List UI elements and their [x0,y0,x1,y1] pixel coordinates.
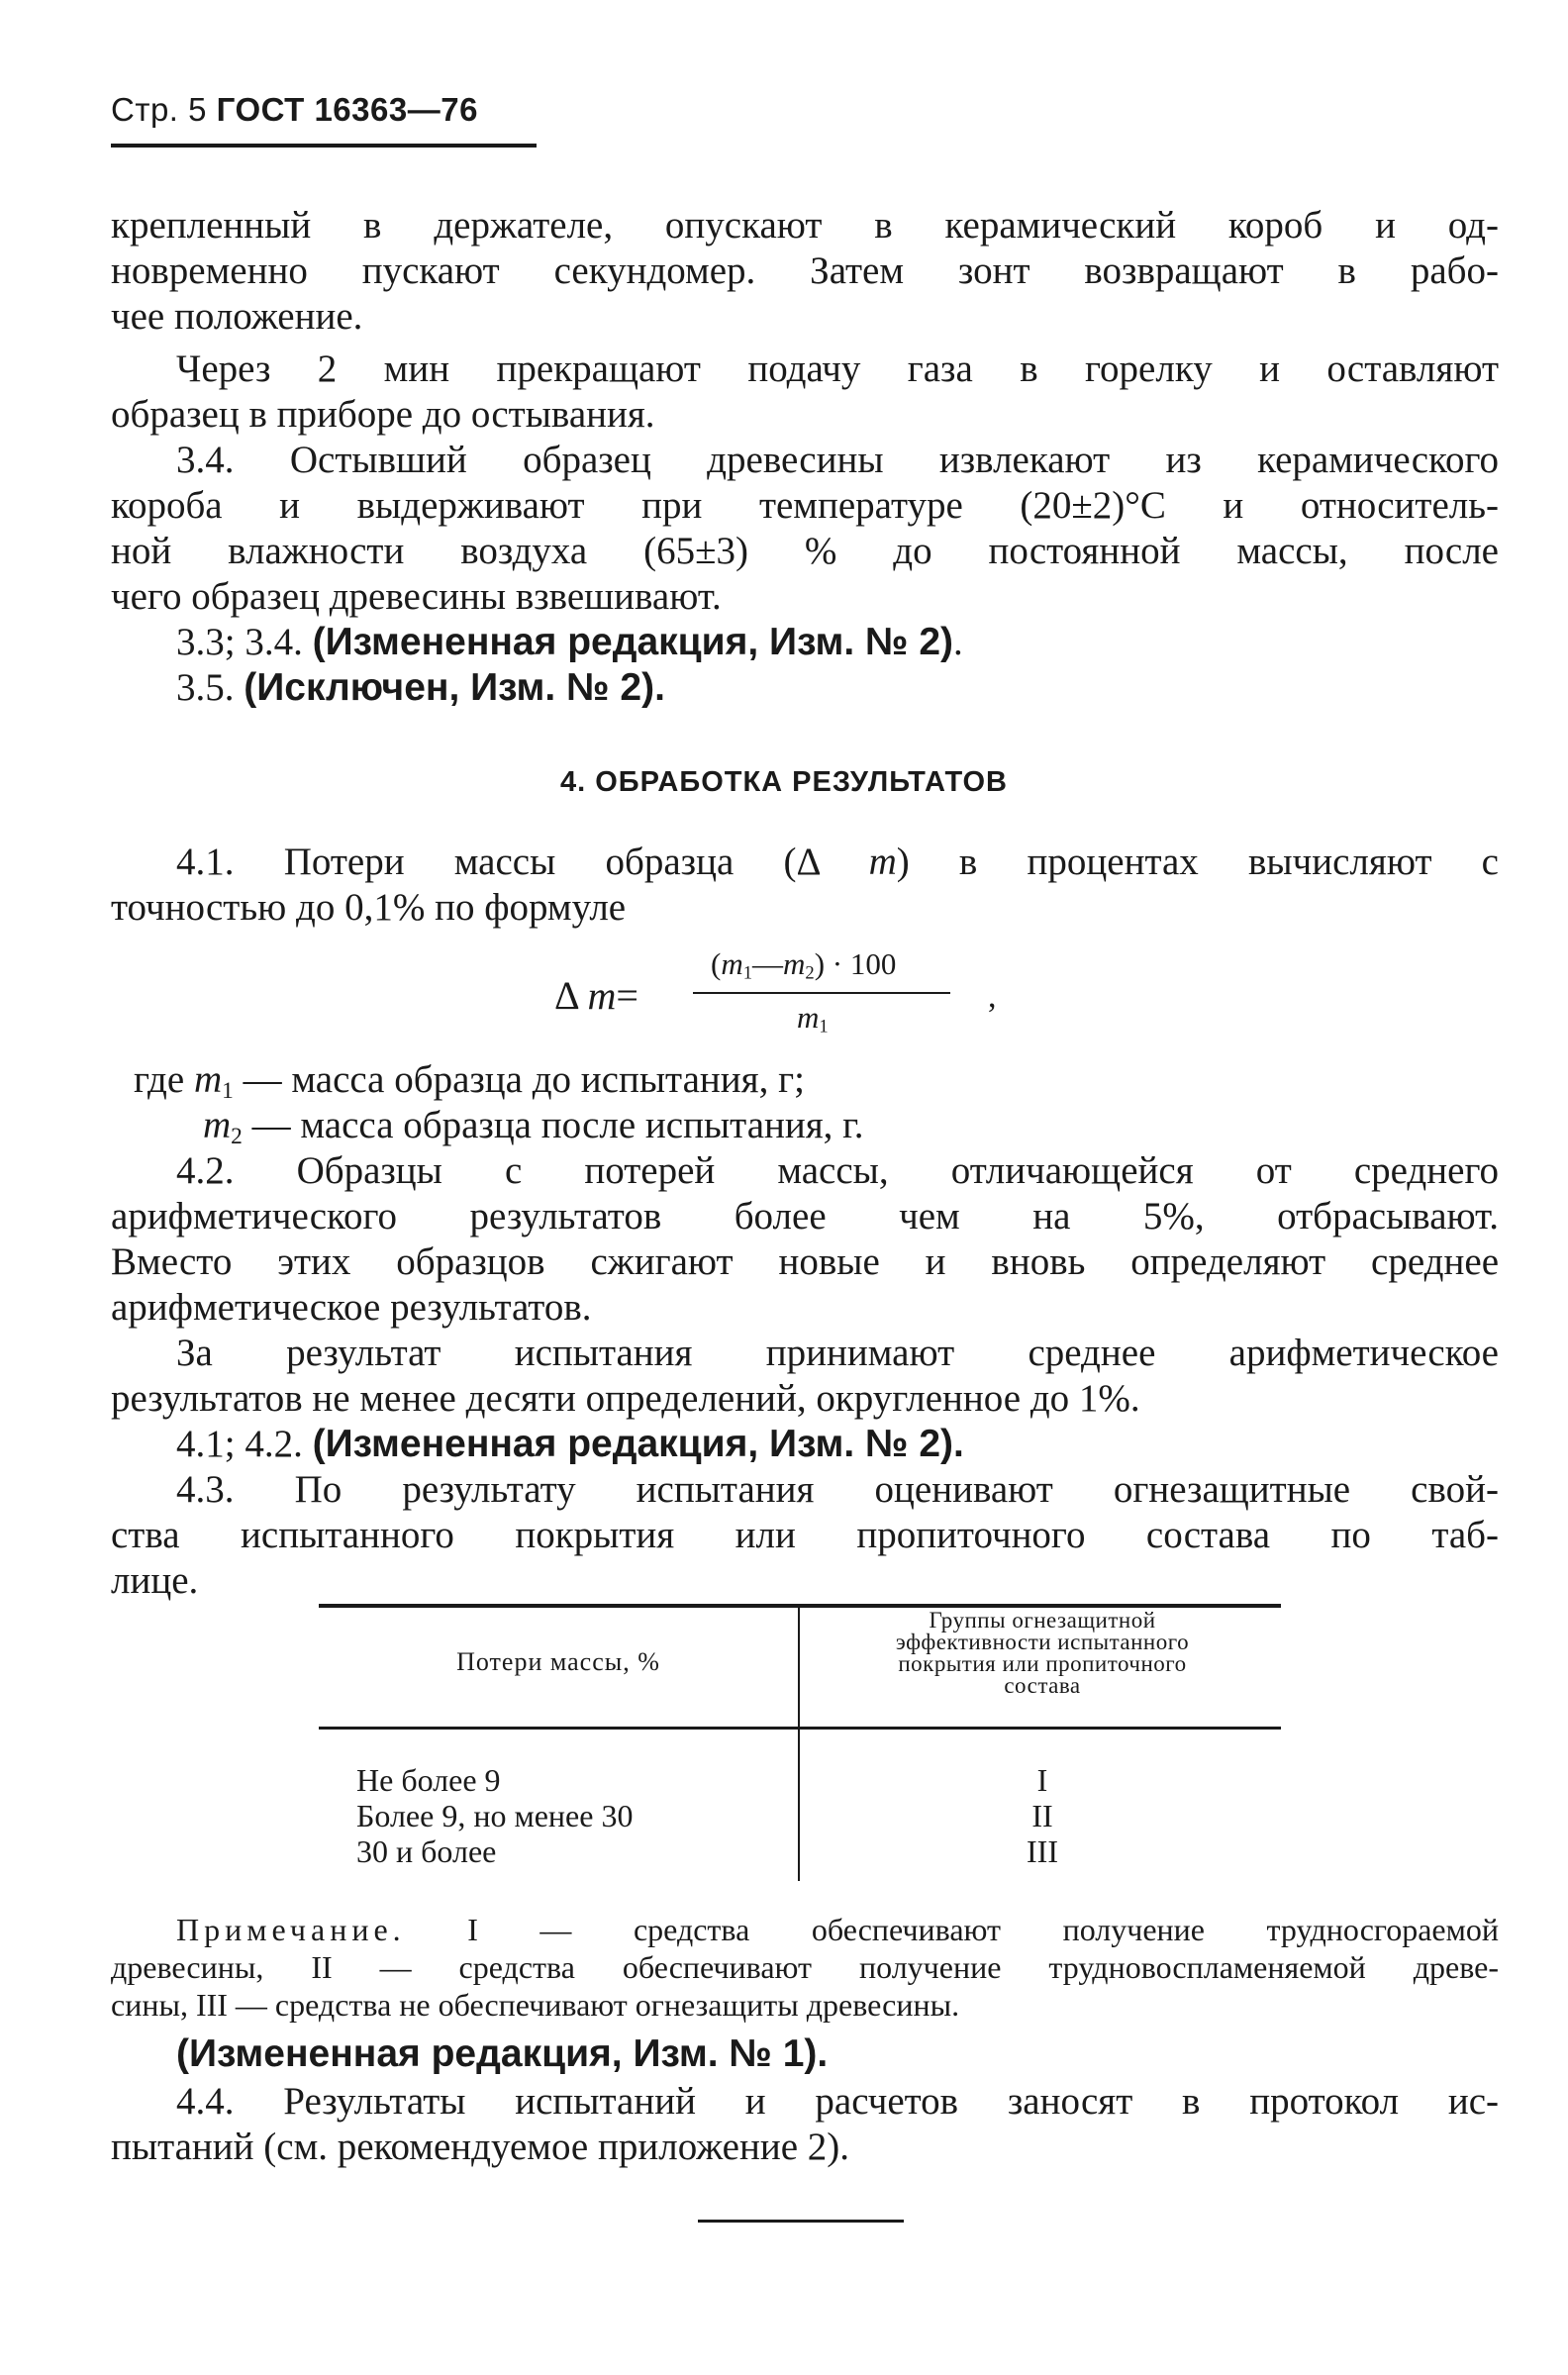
table-cell-group: II [1031,1798,1053,1833]
header-line: эффективности испытанного [895,1630,1190,1654]
table-cell-group: III [1027,1833,1058,1869]
formula-lhs [554,972,638,1019]
text-line: Вместо этих образцов сжигают новые и вновь определяют среднее [111,1240,1499,1283]
text-line: пытаний (см. рекомендуемое приложение 2). [111,2126,850,2168]
text-line: 3.4. Остывший образец древесины извлекают из керамического [176,439,1499,481]
end-rule [698,2220,904,2223]
text-line: арифметического результатов более чем на 5%, отбрасывают. [111,1195,1499,1237]
formula-comma: , [988,978,997,1015]
variable: m [797,1000,820,1035]
text-line: лице. [111,1559,199,1602]
text-line: крепленный в держателе, опускают в керамический короб и од- [111,204,1499,247]
column-header-group [804,1610,1281,1697]
section-title: 4. ОБРАБОТКА РЕЗУЛЬТАТОВ [559,766,1009,798]
text-line: чего образец древесины взвешивают. [111,575,722,618]
table-cell-group: I [1036,1762,1048,1798]
page-number: Стр. 5 [111,91,207,128]
amendment-line [176,1422,1499,1467]
variable: m [587,973,617,1018]
text-line: чее положение. [111,295,363,338]
text-part: ) в процентах вычисляют с [896,841,1499,883]
text-part: 4.1. Потери массы образца (Δ [176,841,869,883]
minus-sign: — [752,946,784,981]
header-rule [111,144,537,148]
fraction-bar [693,992,950,994]
text-line: результатов не менее десяти определений, округленное до 1%. [111,1377,1140,1420]
clause-number: 4.1; 4.2. [176,1423,303,1465]
subscript: 1 [819,1016,829,1038]
variable: m [721,946,743,981]
where-label: где [134,1058,185,1101]
amendment-line [176,620,1499,665]
clause-number: 3.3; 3.4. [176,621,303,663]
clause-number: 3.5. [176,666,235,709]
definition-text: — масса образца после испытания, г. [242,1104,864,1146]
text-line: Через 2 мин прекращают подачу газа в горелку и оставляют [176,347,1499,390]
paren: ( [711,946,722,981]
text-line: ства испытанного покрытия или пропиточного состава по таб- [111,1514,1499,1556]
table-column-divider [798,1608,800,1881]
amendment-note: (Измененная редакция, Изм. № 2) [312,621,954,663]
amendment-note: (Измененная редакция, Изм. № 2). [312,1423,964,1465]
text-line: ной влажности воздуха (65±3) % до постоянной массы, после [111,530,1499,572]
amendment-line [176,2031,1499,2077]
header-line: покрытия или пропиточного [898,1651,1187,1676]
subscript: 2 [231,1123,243,1149]
text-line: 4.3. По результату испытания оценивают огнезащитные свой- [176,1468,1499,1511]
variable: m [783,946,806,981]
mass-loss-formula [554,946,1010,1039]
amendment-note: (Исключен, Изм. № 2). [244,666,665,709]
standard-code: ГОСТ 16363—76 [216,91,478,128]
formula-numerator [711,946,896,985]
table-rule-header [319,1727,1281,1730]
subscript: 1 [742,962,753,984]
header-line: Группы огнезащитной [929,1608,1156,1633]
excluded-line [176,665,1499,711]
text-line [176,840,1499,885]
delta-symbol: Δ [554,973,578,1018]
variable: m [203,1104,232,1146]
header-line: состава [1004,1673,1081,1698]
table-cell-loss: Не более 9 [356,1762,501,1798]
subscript: 2 [805,962,815,984]
paren: ) · 100 [814,946,897,981]
page-header [111,91,478,129]
text-line: образец в приборе до остывания. [111,393,655,436]
table-cell-loss: 30 и более [356,1833,497,1869]
variable: m [193,1058,223,1101]
definition-text: — масса образца до испытания, г; [233,1058,805,1101]
table-cell-loss: Более 9, но менее 30 [356,1798,634,1833]
text-line: 4.4. Результаты испытаний и расчетов заносят в протокол ис- [176,2080,1499,2123]
note-line: древесины, II — средства обеспечивают получение трудновоспламеняемой древе- [111,1949,1499,1985]
column-header-loss: Потери массы, % [456,1647,660,1676]
equals-sign: = [616,973,638,1018]
text-line: новременно пускают секундомер. Затем зонт возвращают в рабо- [111,249,1499,292]
note-line: сины, III — средства не обеспечивают огнезащиты древесины. [111,1987,960,2023]
text-line: арифметическое результатов. [111,1286,592,1329]
note-label: Примечание. [176,1912,406,1947]
fire-protection-table [319,1604,1281,1883]
text-line: короба и выдерживают при температуре (20±2)°С и относитель- [111,484,1499,527]
text-line: точностью до 0,1% по формуле [111,886,627,929]
variable: m [868,841,897,883]
amendment-note: (Измененная редакция, Изм. № 1). [176,2032,829,2075]
note-text: I — средства обеспечивают получение трудносгораемой [405,1912,1499,1947]
subscript: 1 [222,1077,234,1104]
text-line: За результат испытания принимают среднее арифметическое [176,1332,1499,1374]
text-line: 4.2. Образцы с потерей массы, отличающейся от среднего [176,1149,1499,1192]
formula-denominator [797,1000,829,1039]
punctuation: . [953,621,963,663]
note-line [176,1911,1499,1948]
